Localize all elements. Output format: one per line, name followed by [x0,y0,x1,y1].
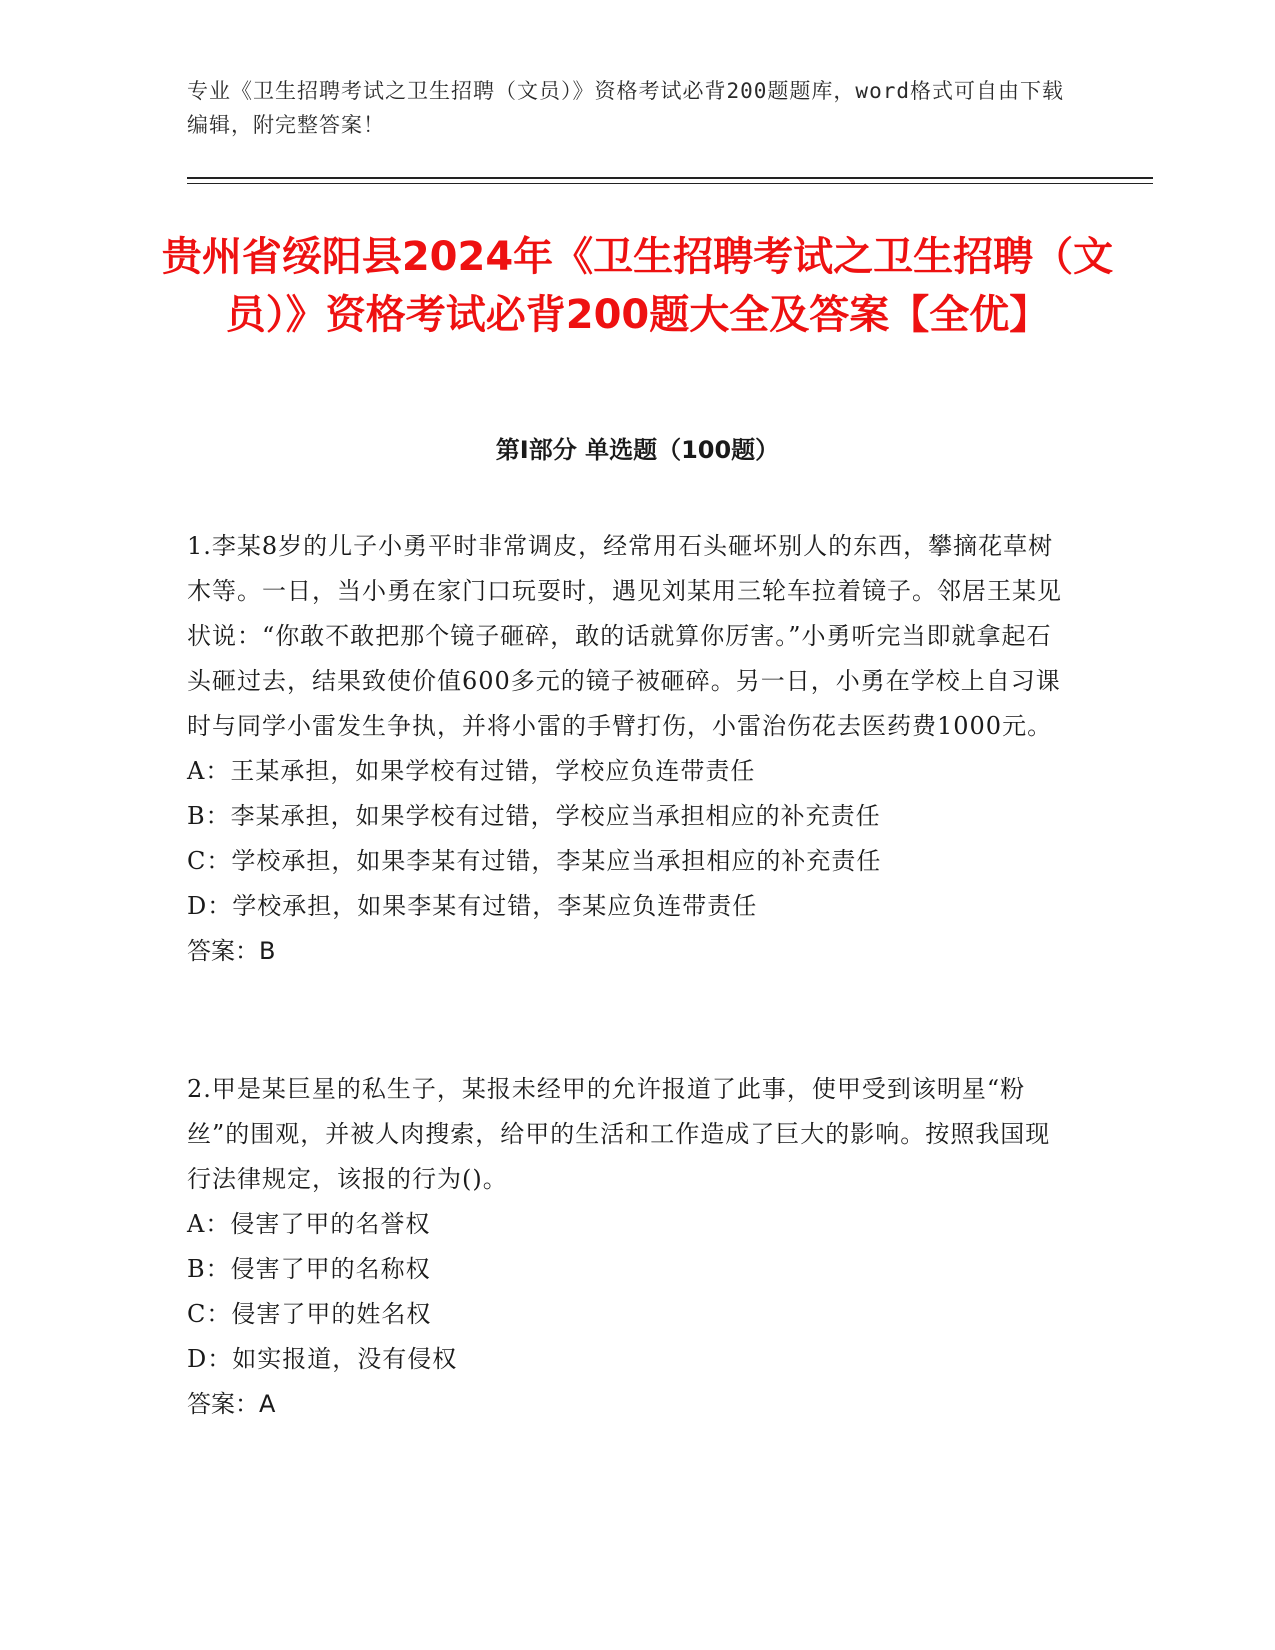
question-block [187,1067,1067,1427]
question-stem: 1.李某8岁的儿子小勇平时非常调皮，经常用石头砸坏别人的东西，攀摘花草树木等。一日，当小勇在家门口玩耍时，遇见刘某用三轮车拉着镜子。邻居王某见状说：“你敢不敢把那个镜子砸碎，敢的话就算你厉害。”小勇听完当即就拿起石头砸过去，结果致使价值600多元的镜子被砸碎。另一日，小勇在学校上自习课时与同学小雷发生争执，并将小雷的手臂打伤，小雷治伤花去医药费1000元。 [187,532,1062,740]
answer-line: 答案：B [187,937,276,965]
option-c: C：学校承担，如果李某有过错，李某应当承担相应的补充责任 [187,847,882,875]
option-b: B：侵害了甲的名称权 [187,1255,431,1283]
option-d: D：如实报道，没有侵权 [187,1345,458,1373]
option-c: C：侵害了甲的姓名权 [187,1300,432,1328]
option-b: B：李某承担，如果学校有过错，学校应当承担相应的补充责任 [187,802,881,830]
header-note: 专业《卫生招聘考试之卫生招聘（文员）》资格考试必背200题题库，word格式可自由下载编辑，附完整答案！ [187,79,1064,137]
option-a: A：王某承担，如果学校有过错，学校应负连带责任 [187,757,756,785]
header-divider-thick [187,177,1153,179]
option-d: D：学校承担，如果李某有过错，李某应负连带责任 [187,892,758,920]
section-heading: 第Ⅰ部分 单选题（100题） [495,436,780,464]
header-divider-thin [187,183,1153,184]
question-stem: 2.甲是某巨星的私生子，某报未经甲的允许报道了此事，使甲受到该明星“粉丝”的围观，并被人肉搜索，给甲的生活和工作造成了巨大的影响。按照我国现行法律规定，该报的行为()。 [187,1075,1051,1193]
answer-line: 答案：A [187,1390,276,1418]
option-a: A：侵害了甲的名誉权 [187,1210,431,1238]
document-title: 贵州省绥阳县2024年《卫生招聘考试之卫生招聘（文员）》资格考试必背200题大全及答案【全优】 [161,234,1114,338]
question-block [187,524,1067,974]
